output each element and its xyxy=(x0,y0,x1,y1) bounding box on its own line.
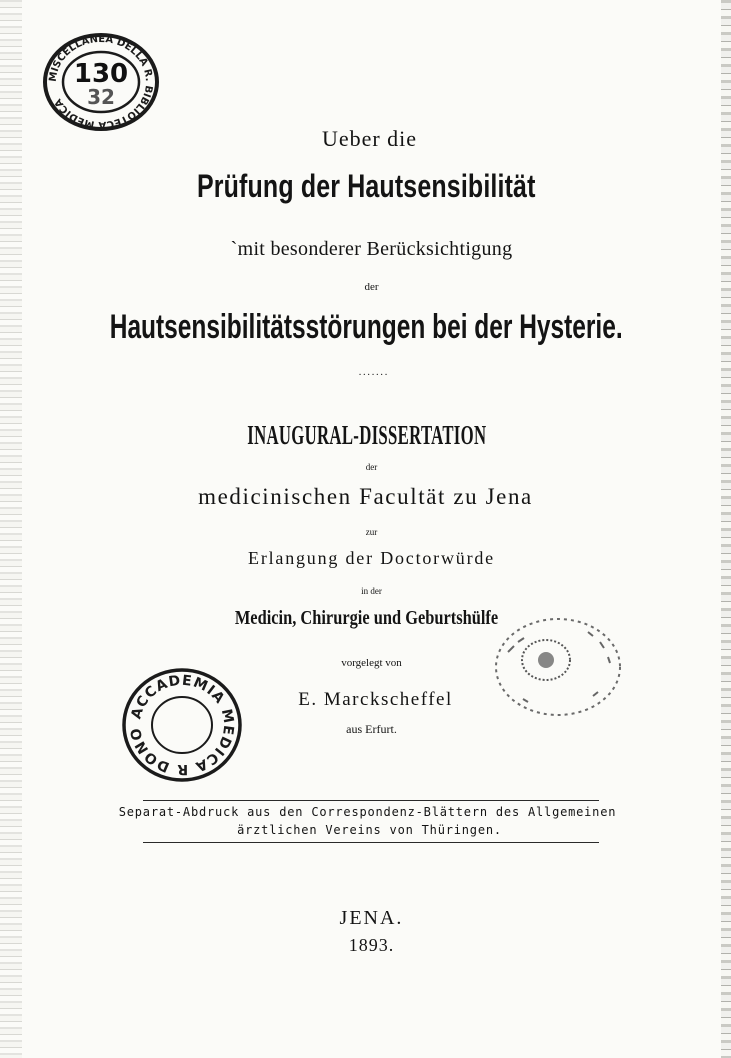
rule-top xyxy=(143,800,599,801)
purpose-line: Erlangung der Doctorwürde xyxy=(248,548,495,568)
separate-print-line-1: Separat-Abdruck aus den Correspondenz-Blättern des Allgemeinen xyxy=(118,805,617,819)
rule-bottom xyxy=(143,842,599,843)
presented-by: vorgelegt von xyxy=(341,657,402,669)
library-stamp-top xyxy=(36,32,166,132)
donor-stamp xyxy=(118,664,246,786)
stamp-ring-text: MISCELLANEA DELLA R. BIBLIOTECA MEDICA xyxy=(47,33,155,131)
connector-der: der xyxy=(364,281,379,293)
ornament-dots: ······· xyxy=(358,370,389,381)
faint-stamp-right xyxy=(488,612,628,722)
author-city: aus Erfurt. xyxy=(346,722,397,736)
der-small: der xyxy=(365,462,378,472)
year: 1893. xyxy=(348,935,395,955)
dissertation-heading: INAUGURAL-DISSERTATION xyxy=(247,420,487,450)
in-der-small: in der xyxy=(361,586,382,596)
main-title: Prüfung der Hautsensibilität xyxy=(196,168,536,204)
donor-ring-text: ACCADEMIA MEDICA R DONO xyxy=(127,672,237,778)
place: JENA. xyxy=(339,907,404,929)
faculty-line: medicinischen Facultät zu Jena xyxy=(198,484,533,509)
title-line-1: Ueber die xyxy=(321,126,418,151)
author-name: E. Marckscheffel xyxy=(298,689,453,710)
fields-line: Medicin, Chirurgie und Geburtshülfe xyxy=(234,607,499,629)
zur-small: zur xyxy=(365,527,378,537)
svg-text:ACCADEMIA MEDICA R DONO xyxy=(128,673,237,777)
second-title: Hautsensibilitätsstörungen bei der Hysterie. xyxy=(109,308,623,346)
subtitle-line: `mit besonderer Berücksichtigung xyxy=(230,238,513,260)
separate-print-line-2: ärztlichen Vereins von Thüringen. xyxy=(237,823,502,837)
stamp-number-sub: 32 xyxy=(87,85,115,109)
stamp-number: 130 xyxy=(73,59,129,89)
